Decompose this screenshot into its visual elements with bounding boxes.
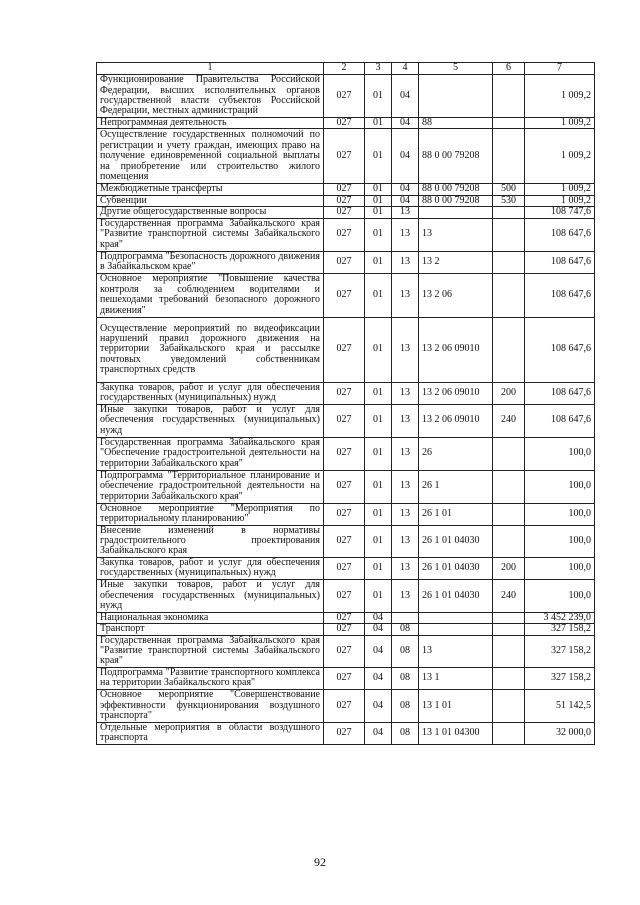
cell-section: 04: [365, 689, 392, 722]
cell-ministry-code: 027: [324, 579, 365, 612]
cell-target-article: 13 1: [419, 667, 493, 689]
cell-name: Подпрограмма "Территориальное планирование и обеспечение градостроительной деятельности на территории Забайкальского края": [97, 470, 324, 503]
cell-name: Национальная экономика: [97, 612, 324, 623]
cell-amount: 1 009,2: [525, 184, 595, 195]
cell-amount: 108 647,6: [525, 273, 595, 317]
cell-section: 01: [365, 129, 392, 184]
cell-ministry-code: 027: [324, 184, 365, 195]
table-row: [97, 118, 595, 129]
cell-subsection: 13: [392, 437, 419, 470]
cell-expense-type: 500: [493, 184, 525, 195]
cell-target-article: [419, 612, 493, 623]
cell-target-article: [419, 75, 493, 118]
cell-subsection: [392, 612, 419, 623]
cell-subsection: 13: [392, 382, 419, 404]
table-row: [97, 437, 595, 470]
cell-subsection: 04: [392, 75, 419, 118]
cell-section: 01: [365, 382, 392, 404]
cell-subsection: 13: [392, 557, 419, 579]
table-row: [97, 184, 595, 195]
cell-target-article: 13 2 06 09010: [419, 404, 493, 437]
cell-target-article: 26 1 01 04030: [419, 525, 493, 557]
table-row: [97, 317, 595, 382]
cell-ministry-code: 027: [324, 722, 365, 744]
cell-expense-type: [493, 470, 525, 503]
cell-target-article: [419, 624, 493, 635]
cell-subsection: 04: [392, 118, 419, 129]
cell-ministry-code: 027: [324, 470, 365, 503]
cell-section: 01: [365, 218, 392, 251]
cell-target-article: 88 0 00 79208: [419, 129, 493, 184]
cell-section: 04: [365, 624, 392, 635]
cell-name: Подпрограмма "Безопасность дорожного движения в Забайкальском крае": [97, 251, 324, 273]
cell-amount: 1 009,2: [525, 75, 595, 118]
cell-target-article: 26 1 01: [419, 503, 493, 525]
cell-ministry-code: 027: [324, 129, 365, 184]
cell-target-article: 26 1: [419, 470, 493, 503]
cell-name: Основное мероприятие "Совершенствование эффективности функционирования воздушного транспорта": [97, 689, 324, 722]
cell-target-article: 13: [419, 218, 493, 251]
cell-name: Транспорт: [97, 624, 324, 635]
cell-amount: 100,0: [525, 557, 595, 579]
cell-section: 01: [365, 470, 392, 503]
cell-section: 01: [365, 195, 392, 206]
cell-subsection: 08: [392, 689, 419, 722]
cell-subsection: 08: [392, 635, 419, 667]
cell-section: 01: [365, 579, 392, 612]
cell-expense-type: [493, 317, 525, 382]
cell-ministry-code: 027: [324, 382, 365, 404]
cell-section: 04: [365, 635, 392, 667]
cell-amount: 51 142,5: [525, 689, 595, 722]
cell-expense-type: 200: [493, 382, 525, 404]
table-row: [97, 75, 595, 118]
cell-expense-type: [493, 667, 525, 689]
cell-name: Другие общегосударственные вопросы: [97, 207, 324, 218]
cell-subsection: 13: [392, 317, 419, 382]
header-cell-7: 7: [525, 63, 595, 75]
table-row: [97, 251, 595, 273]
table-row: [97, 273, 595, 317]
cell-amount: 1 009,2: [525, 118, 595, 129]
cell-name: Функционирование Правительства Российской Федерации, высших исполнительных органов государственной власти субъектов Российской Федерации, местных администраций: [97, 75, 324, 118]
cell-expense-type: 240: [493, 404, 525, 437]
cell-ministry-code: 027: [324, 689, 365, 722]
cell-name: Государственная программа Забайкальского края "Развитие транспортной системы Забайкальского края": [97, 635, 324, 667]
table-row: [97, 525, 595, 557]
table-row: [97, 207, 595, 218]
cell-section: 04: [365, 667, 392, 689]
cell-section: 01: [365, 207, 392, 218]
cell-target-article: 26 1 01 04030: [419, 579, 493, 612]
table-row: [97, 195, 595, 206]
header-cell-4: 4: [392, 63, 419, 75]
header-cell-6: 6: [493, 63, 525, 75]
cell-ministry-code: 027: [324, 251, 365, 273]
cell-expense-type: 530: [493, 195, 525, 206]
table-row: [97, 557, 595, 579]
cell-target-article: 13 2 06 09010: [419, 317, 493, 382]
cell-expense-type: [493, 635, 525, 667]
cell-target-article: 88 0 00 79208: [419, 184, 493, 195]
cell-amount: 108 647,6: [525, 382, 595, 404]
cell-section: 04: [365, 612, 392, 623]
cell-amount: 327 158,2: [525, 667, 595, 689]
cell-subsection: 13: [392, 470, 419, 503]
cell-name: Закупка товаров, работ и услуг для обеспечения государственных (муниципальных) нужд: [97, 382, 324, 404]
table-row: [97, 503, 595, 525]
cell-ministry-code: 027: [324, 612, 365, 623]
cell-name: Основное мероприятие "Мероприятия по территориальному планированию": [97, 503, 324, 525]
cell-name: Осуществление государственных полномочий по регистрации и учету граждан, имеющих право на получение единовременной социальной выплаты на приобретение или строительство жилого помещения: [97, 129, 324, 184]
cell-amount: 1 009,2: [525, 195, 595, 206]
cell-subsection: 04: [392, 195, 419, 206]
cell-ministry-code: 027: [324, 218, 365, 251]
table-row: [97, 218, 595, 251]
table-header: [97, 63, 595, 75]
cell-expense-type: [493, 251, 525, 273]
cell-section: 01: [365, 251, 392, 273]
cell-name: Государственная программа Забайкальского края "Развитие транспортной системы Забайкальского края": [97, 218, 324, 251]
cell-subsection: 04: [392, 184, 419, 195]
cell-target-article: 13 1 01 04300: [419, 722, 493, 744]
table-row: [97, 404, 595, 437]
cell-subsection: 04: [392, 129, 419, 184]
cell-ministry-code: 027: [324, 437, 365, 470]
cell-subsection: 13: [392, 525, 419, 557]
cell-expense-type: [493, 129, 525, 184]
table-row: [97, 667, 595, 689]
cell-ministry-code: 027: [324, 317, 365, 382]
header-row: [97, 63, 595, 75]
cell-subsection: 13: [392, 218, 419, 251]
table-row: [97, 470, 595, 503]
cell-subsection: 08: [392, 722, 419, 744]
cell-name: Отдельные мероприятия в области воздушного транспорта: [97, 722, 324, 744]
cell-subsection: 13: [392, 404, 419, 437]
cell-amount: 100,0: [525, 579, 595, 612]
cell-subsection: 13: [392, 207, 419, 218]
table-row: [97, 689, 595, 722]
cell-name: Субвенции: [97, 195, 324, 206]
cell-ministry-code: 027: [324, 557, 365, 579]
cell-name: Непрограммная деятельность: [97, 118, 324, 129]
cell-subsection: 13: [392, 503, 419, 525]
cell-amount: 3 452 239,0: [525, 612, 595, 623]
cell-target-article: 13 1 01: [419, 689, 493, 722]
cell-target-article: 13 2: [419, 251, 493, 273]
cell-section: 01: [365, 437, 392, 470]
cell-name: Закупка товаров, работ и услуг для обеспечения государственных (муниципальных) нужд: [97, 557, 324, 579]
table-row: [97, 382, 595, 404]
cell-expense-type: [493, 612, 525, 623]
cell-ministry-code: 027: [324, 75, 365, 118]
cell-expense-type: 200: [493, 557, 525, 579]
cell-subsection: 13: [392, 251, 419, 273]
cell-amount: 108 747,6: [525, 207, 595, 218]
cell-expense-type: [493, 525, 525, 557]
cell-expense-type: [493, 689, 525, 722]
cell-amount: 108 647,6: [525, 218, 595, 251]
cell-ministry-code: 027: [324, 503, 365, 525]
table-body: [97, 75, 595, 745]
cell-amount: 32 000,0: [525, 722, 595, 744]
cell-amount: 100,0: [525, 503, 595, 525]
cell-name: Иные закупки товаров, работ и услуг для обеспечения государственных (муниципальных) нужд: [97, 404, 324, 437]
header-cell-3: 3: [365, 63, 392, 75]
cell-ministry-code: 027: [324, 525, 365, 557]
cell-ministry-code: 027: [324, 404, 365, 437]
cell-name: Межбюджетные трансферты: [97, 184, 324, 195]
table-row: [97, 129, 595, 184]
cell-section: 01: [365, 118, 392, 129]
cell-target-article: 13 2 06: [419, 273, 493, 317]
cell-expense-type: [493, 624, 525, 635]
table-row: [97, 624, 595, 635]
cell-target-article: 88: [419, 118, 493, 129]
cell-ministry-code: 027: [324, 207, 365, 218]
cell-expense-type: [493, 207, 525, 218]
header-cell-1: 1: [97, 63, 324, 75]
cell-name: Иные закупки товаров, работ и услуг для обеспечения государственных (муниципальных) нужд: [97, 579, 324, 612]
cell-subsection: 08: [392, 624, 419, 635]
cell-ministry-code: 027: [324, 624, 365, 635]
table-row: [97, 722, 595, 744]
cell-section: 01: [365, 317, 392, 382]
cell-expense-type: [493, 118, 525, 129]
cell-expense-type: [493, 503, 525, 525]
cell-name: Внесение изменений в нормативы градостроительного проектирования Забайкальского края: [97, 525, 324, 557]
cell-target-article: [419, 207, 493, 218]
cell-amount: 100,0: [525, 470, 595, 503]
cell-target-article: 26 1 01 04030: [419, 557, 493, 579]
cell-amount: 108 647,6: [525, 404, 595, 437]
cell-section: 01: [365, 525, 392, 557]
page-number: 92: [314, 855, 326, 869]
cell-ministry-code: 027: [324, 635, 365, 667]
cell-target-article: 13 2 06 09010: [419, 382, 493, 404]
cell-name: Подпрограмма "Развитие транспортного комплекса на территории Забайкальского края": [97, 667, 324, 689]
cell-amount: 327 158,2: [525, 635, 595, 667]
cell-target-article: 88 0 00 79208: [419, 195, 493, 206]
cell-expense-type: [493, 722, 525, 744]
header-cell-2: 2: [324, 63, 365, 75]
cell-section: 01: [365, 184, 392, 195]
cell-section: 01: [365, 557, 392, 579]
cell-section: 01: [365, 404, 392, 437]
cell-amount: 1 009,2: [525, 129, 595, 184]
cell-section: 04: [365, 722, 392, 744]
cell-ministry-code: 027: [324, 195, 365, 206]
cell-expense-type: [493, 75, 525, 118]
cell-section: 01: [365, 273, 392, 317]
cell-amount: 100,0: [525, 525, 595, 557]
cell-section: 01: [365, 503, 392, 525]
cell-amount: 108 647,6: [525, 317, 595, 382]
cell-amount: 108 647,6: [525, 251, 595, 273]
cell-ministry-code: 027: [324, 273, 365, 317]
cell-name: Государственная программа Забайкальского края "Обеспечение градостроительной деятельности на территории Забайкальского края": [97, 437, 324, 470]
cell-subsection: 13: [392, 579, 419, 612]
cell-name: Осуществление мероприятий по видеофиксации нарушений правил дорожного движения на территории Забайкальского края и рассылке почтовых уведомлений собственникам транспортных средств: [97, 317, 324, 382]
cell-subsection: 13: [392, 273, 419, 317]
table-row: [97, 579, 595, 612]
cell-subsection: 08: [392, 667, 419, 689]
budget-table: [96, 62, 595, 745]
table-row: [97, 612, 595, 623]
cell-expense-type: [493, 437, 525, 470]
cell-section: 01: [365, 75, 392, 118]
cell-expense-type: 240: [493, 579, 525, 612]
table-row: [97, 635, 595, 667]
header-cell-5: 5: [419, 63, 493, 75]
cell-ministry-code: 027: [324, 667, 365, 689]
cell-name: Основное мероприятие "Повышение качества контроля за соблюдением водителями и пешеходами требований безопасного дорожного движения": [97, 273, 324, 317]
cell-expense-type: [493, 218, 525, 251]
cell-target-article: 13: [419, 635, 493, 667]
cell-amount: 327 158,2: [525, 624, 595, 635]
cell-amount: 100,0: [525, 437, 595, 470]
cell-ministry-code: 027: [324, 118, 365, 129]
cell-expense-type: [493, 273, 525, 317]
cell-target-article: 26: [419, 437, 493, 470]
